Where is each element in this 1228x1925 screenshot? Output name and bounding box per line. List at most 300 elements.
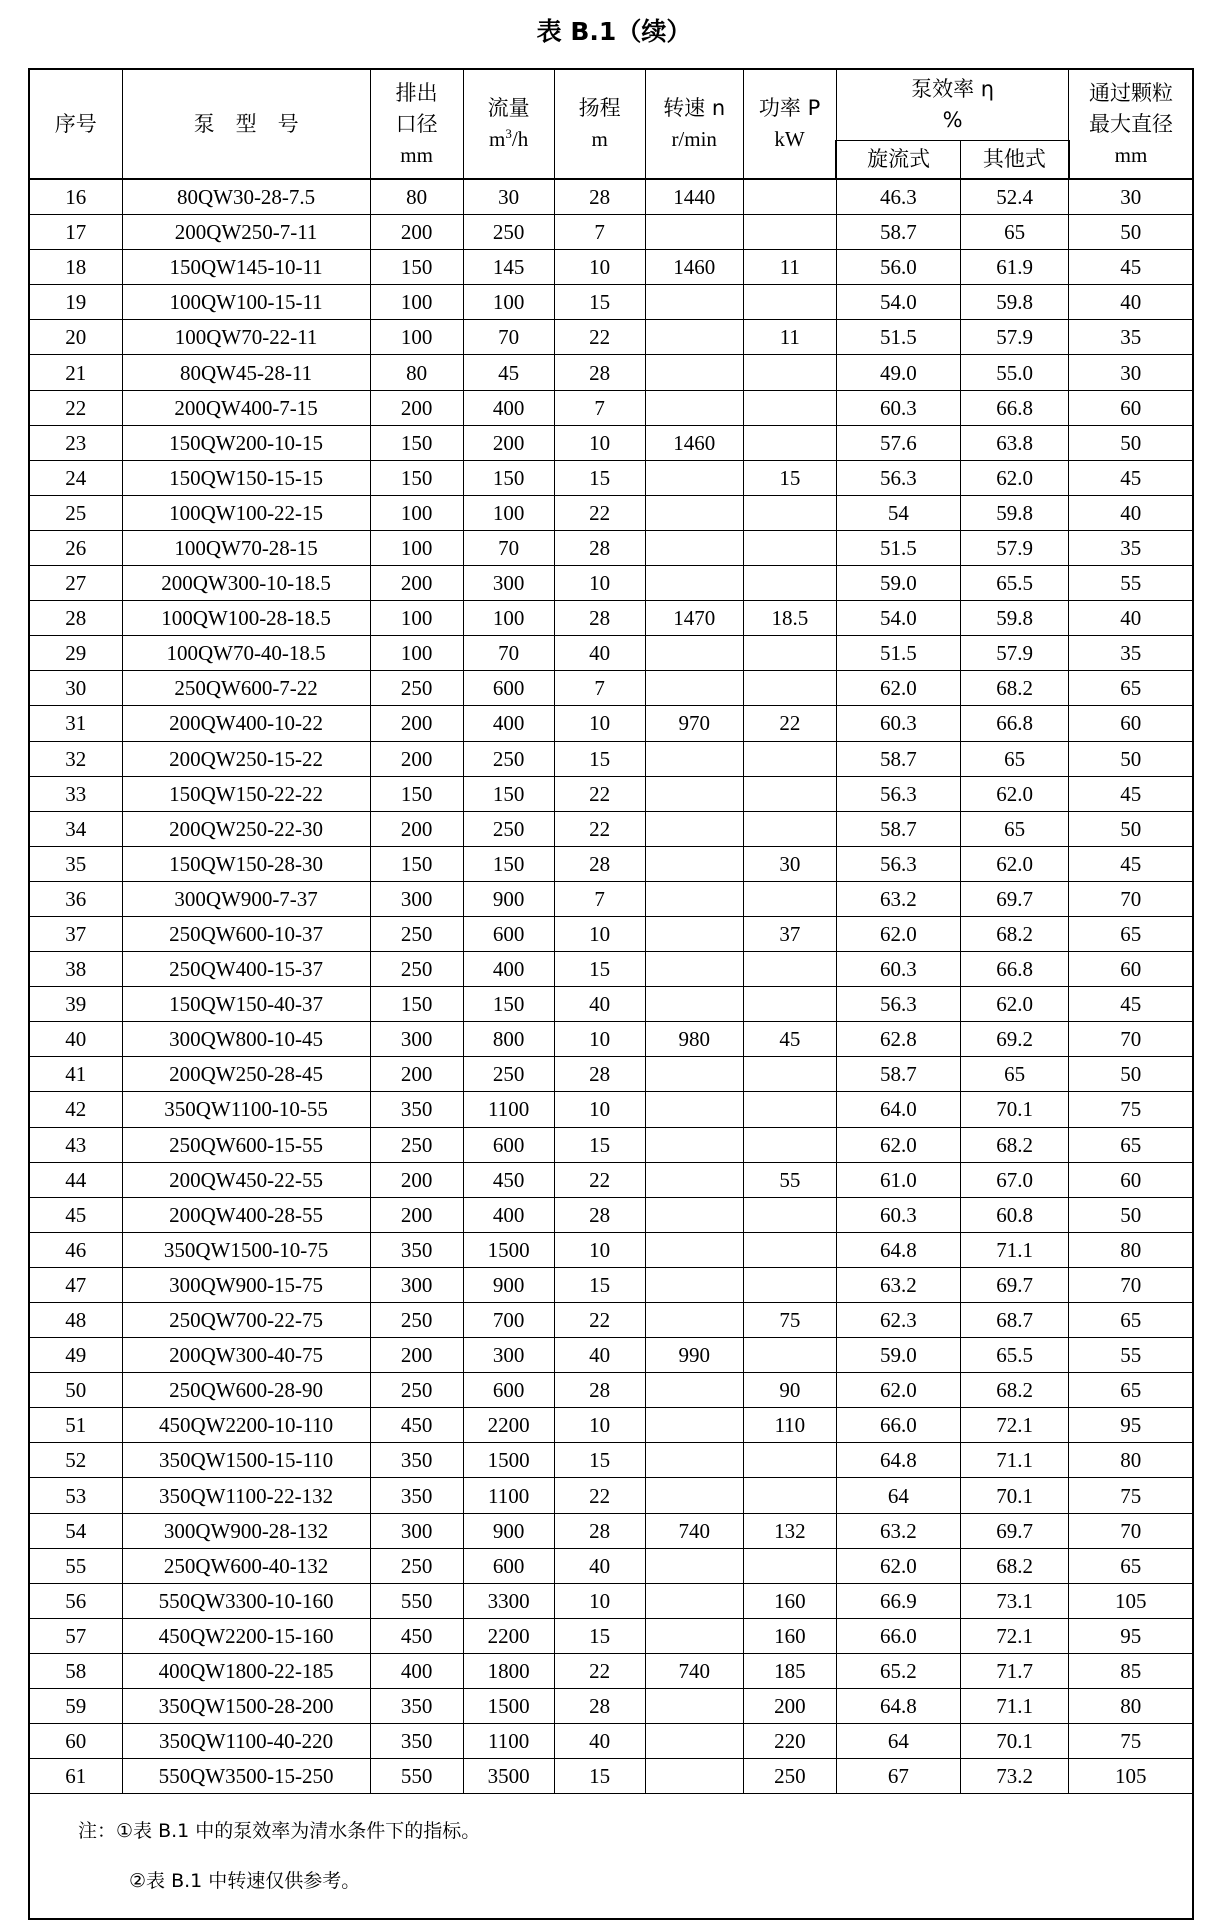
- cell-particle: 65: [1069, 916, 1193, 951]
- cell-model: 300QW800-10-45: [122, 1022, 370, 1057]
- cell-outlet: 250: [370, 1303, 463, 1338]
- cell-flow: 70: [463, 320, 554, 355]
- cell-eff-vortex: 66.0: [836, 1408, 960, 1443]
- notes-cell: [29, 1794, 1193, 1920]
- cell-power: 160: [743, 1583, 836, 1618]
- cell-head: 22: [554, 1653, 645, 1688]
- cell-eff-other: 65: [960, 1057, 1069, 1092]
- cell-seq: 35: [29, 846, 122, 881]
- table-row: [29, 530, 1193, 565]
- cell-flow: 150: [463, 460, 554, 495]
- cell-eff-vortex: 63.2: [836, 1267, 960, 1302]
- cell-seq: 37: [29, 916, 122, 951]
- cell-seq: 24: [29, 460, 122, 495]
- cell-seq: 33: [29, 776, 122, 811]
- table-row: [29, 1232, 1193, 1267]
- table-row: [29, 1759, 1193, 1794]
- cell-eff-other: 70.1: [960, 1724, 1069, 1759]
- cell-seq: 60: [29, 1724, 122, 1759]
- cell-particle: 70: [1069, 1022, 1193, 1057]
- cell-speed: [645, 1689, 743, 1724]
- cell-head: 15: [554, 1759, 645, 1794]
- cell-power: 110: [743, 1408, 836, 1443]
- cell-flow: 700: [463, 1303, 554, 1338]
- cell-head: 10: [554, 1022, 645, 1057]
- cell-outlet: 200: [370, 706, 463, 741]
- cell-seq: 18: [29, 250, 122, 285]
- cell-power: [743, 1338, 836, 1373]
- cell-eff-other: 69.7: [960, 881, 1069, 916]
- cell-eff-other: 72.1: [960, 1408, 1069, 1443]
- cell-particle: 60: [1069, 952, 1193, 987]
- header-model: 泵 型 号: [122, 69, 370, 179]
- cell-model: 200QW250-28-45: [122, 1057, 370, 1092]
- table-row: [29, 1478, 1193, 1513]
- table-row: [29, 1689, 1193, 1724]
- cell-seq: 57: [29, 1618, 122, 1653]
- cell-model: 550QW3300-10-160: [122, 1583, 370, 1618]
- cell-power: [743, 987, 836, 1022]
- cell-model: 200QW400-7-15: [122, 390, 370, 425]
- cell-power: 37: [743, 916, 836, 951]
- cell-power: 45: [743, 1022, 836, 1057]
- cell-model: 250QW600-15-55: [122, 1127, 370, 1162]
- cell-outlet: 200: [370, 741, 463, 776]
- cell-power: [743, 1478, 836, 1513]
- cell-flow: 250: [463, 1057, 554, 1092]
- cell-seq: 48: [29, 1303, 122, 1338]
- cell-outlet: 150: [370, 776, 463, 811]
- cell-power: [743, 425, 836, 460]
- cell-flow: 600: [463, 671, 554, 706]
- cell-outlet: 150: [370, 987, 463, 1022]
- cell-power: 11: [743, 250, 836, 285]
- cell-eff-vortex: 51.5: [836, 636, 960, 671]
- cell-eff-other: 69.2: [960, 1022, 1069, 1057]
- cell-eff-other: 60.8: [960, 1197, 1069, 1232]
- cell-flow: 600: [463, 1127, 554, 1162]
- cell-seq: 44: [29, 1162, 122, 1197]
- cell-head: 10: [554, 916, 645, 951]
- cell-flow: 100: [463, 601, 554, 636]
- cell-power: [743, 1443, 836, 1478]
- cell-model: 250QW700-22-75: [122, 1303, 370, 1338]
- cell-eff-vortex: 67: [836, 1759, 960, 1794]
- table-row: [29, 1162, 1193, 1197]
- note-line-1: 注：①表 B.1 中的泵效率为清水条件下的指标。: [78, 1820, 481, 1843]
- cell-head: 40: [554, 1724, 645, 1759]
- cell-head: 28: [554, 1197, 645, 1232]
- cell-head: 15: [554, 1267, 645, 1302]
- cell-eff-vortex: 46.3: [836, 179, 960, 215]
- cell-head: 15: [554, 741, 645, 776]
- cell-flow: 200: [463, 425, 554, 460]
- cell-seq: 55: [29, 1548, 122, 1583]
- cell-outlet: 100: [370, 636, 463, 671]
- cell-head: 10: [554, 566, 645, 601]
- table-row: [29, 285, 1193, 320]
- cell-speed: [645, 636, 743, 671]
- cell-model: 200QW250-22-30: [122, 811, 370, 846]
- cell-power: 200: [743, 1689, 836, 1724]
- cell-particle: 70: [1069, 1267, 1193, 1302]
- cell-eff-vortex: 58.7: [836, 1057, 960, 1092]
- table-row: [29, 601, 1193, 636]
- cell-model: 100QW100-28-18.5: [122, 601, 370, 636]
- cell-outlet: 80: [370, 355, 463, 390]
- cell-eff-vortex: 64.8: [836, 1689, 960, 1724]
- cell-power: 220: [743, 1724, 836, 1759]
- cell-particle: 75: [1069, 1478, 1193, 1513]
- cell-model: 100QW70-22-11: [122, 320, 370, 355]
- cell-eff-vortex: 56.3: [836, 776, 960, 811]
- cell-speed: [645, 671, 743, 706]
- cell-speed: [645, 741, 743, 776]
- table-row: [29, 1057, 1193, 1092]
- cell-eff-other: 62.0: [960, 846, 1069, 881]
- cell-head: 28: [554, 355, 645, 390]
- cell-power: [743, 671, 836, 706]
- cell-eff-vortex: 64: [836, 1478, 960, 1513]
- cell-outlet: 100: [370, 601, 463, 636]
- cell-eff-other: 63.8: [960, 425, 1069, 460]
- cell-flow: 900: [463, 881, 554, 916]
- cell-model: 300QW900-15-75: [122, 1267, 370, 1302]
- cell-power: [743, 1232, 836, 1267]
- table-row: [29, 987, 1193, 1022]
- cell-particle: 55: [1069, 1338, 1193, 1373]
- cell-seq: 17: [29, 215, 122, 250]
- cell-speed: [645, 285, 743, 320]
- cell-seq: 41: [29, 1057, 122, 1092]
- cell-flow: 45: [463, 355, 554, 390]
- cell-particle: 60: [1069, 390, 1193, 425]
- table-row: [29, 636, 1193, 671]
- cell-power: 250: [743, 1759, 836, 1794]
- cell-power: [743, 1267, 836, 1302]
- cell-seq: 45: [29, 1197, 122, 1232]
- cell-power: 132: [743, 1513, 836, 1548]
- cell-seq: 19: [29, 285, 122, 320]
- cell-model: 450QW2200-15-160: [122, 1618, 370, 1653]
- cell-seq: 52: [29, 1443, 122, 1478]
- cell-eff-other: 70.1: [960, 1478, 1069, 1513]
- cell-eff-vortex: 60.3: [836, 390, 960, 425]
- cell-eff-other: 68.2: [960, 916, 1069, 951]
- cell-power: [743, 566, 836, 601]
- cell-flow: 30: [463, 179, 554, 215]
- cell-outlet: 250: [370, 1373, 463, 1408]
- cell-speed: [645, 1443, 743, 1478]
- cell-outlet: 350: [370, 1689, 463, 1724]
- cell-speed: 1470: [645, 601, 743, 636]
- cell-seq: 59: [29, 1689, 122, 1724]
- cell-outlet: 250: [370, 671, 463, 706]
- cell-head: 10: [554, 1583, 645, 1618]
- cell-power: 160: [743, 1618, 836, 1653]
- cell-flow: 150: [463, 776, 554, 811]
- cell-model: 250QW600-28-90: [122, 1373, 370, 1408]
- cell-model: 550QW3500-15-250: [122, 1759, 370, 1794]
- cell-flow: 1800: [463, 1653, 554, 1688]
- cell-outlet: 350: [370, 1443, 463, 1478]
- table-row: [29, 671, 1193, 706]
- cell-flow: 1500: [463, 1443, 554, 1478]
- cell-flow: 1100: [463, 1724, 554, 1759]
- cell-flow: 250: [463, 215, 554, 250]
- table-row: [29, 1548, 1193, 1583]
- cell-model: 200QW400-10-22: [122, 706, 370, 741]
- cell-power: 15: [743, 460, 836, 495]
- cell-eff-other: 59.8: [960, 495, 1069, 530]
- cell-head: 28: [554, 1373, 645, 1408]
- cell-model: 80QW45-28-11: [122, 355, 370, 390]
- cell-eff-other: 67.0: [960, 1162, 1069, 1197]
- cell-outlet: 150: [370, 460, 463, 495]
- cell-seq: 43: [29, 1127, 122, 1162]
- cell-seq: 38: [29, 952, 122, 987]
- cell-eff-other: 61.9: [960, 250, 1069, 285]
- table-row: [29, 776, 1193, 811]
- cell-particle: 95: [1069, 1618, 1193, 1653]
- table-body: [29, 179, 1193, 1919]
- cell-outlet: 450: [370, 1618, 463, 1653]
- cell-power: [743, 1092, 836, 1127]
- cell-flow: 100: [463, 285, 554, 320]
- table-row: [29, 460, 1193, 495]
- cell-power: [743, 355, 836, 390]
- cell-speed: 740: [645, 1653, 743, 1688]
- cell-outlet: 200: [370, 1338, 463, 1373]
- cell-power: [743, 1548, 836, 1583]
- table-row: [29, 1583, 1193, 1618]
- cell-head: 28: [554, 530, 645, 565]
- cell-particle: 50: [1069, 1197, 1193, 1232]
- table-row: [29, 1022, 1193, 1057]
- cell-outlet: 200: [370, 1197, 463, 1232]
- cell-eff-other: 66.8: [960, 390, 1069, 425]
- cell-head: 7: [554, 671, 645, 706]
- cell-power: [743, 741, 836, 776]
- cell-power: [743, 1057, 836, 1092]
- cell-power: [743, 285, 836, 320]
- cell-model: 400QW1800-22-185: [122, 1653, 370, 1688]
- cell-particle: 35: [1069, 636, 1193, 671]
- cell-head: 15: [554, 952, 645, 987]
- cell-model: 350QW1100-10-55: [122, 1092, 370, 1127]
- cell-head: 10: [554, 250, 645, 285]
- cell-eff-other: 52.4: [960, 179, 1069, 215]
- cell-outlet: 300: [370, 1513, 463, 1548]
- cell-model: 200QW250-15-22: [122, 741, 370, 776]
- table-row: [29, 1443, 1193, 1478]
- cell-outlet: 300: [370, 1022, 463, 1057]
- cell-model: 350QW1500-10-75: [122, 1232, 370, 1267]
- cell-eff-other: 73.1: [960, 1583, 1069, 1618]
- table-row: [29, 250, 1193, 285]
- cell-speed: [645, 1408, 743, 1443]
- cell-head: 40: [554, 636, 645, 671]
- cell-seq: 16: [29, 179, 122, 215]
- cell-flow: 1100: [463, 1478, 554, 1513]
- cell-eff-other: 59.8: [960, 285, 1069, 320]
- header-flow: 流量 $m^3/h$: [463, 69, 554, 179]
- table-row: [29, 1653, 1193, 1688]
- cell-speed: [645, 1127, 743, 1162]
- cell-eff-other: 68.2: [960, 1127, 1069, 1162]
- cell-outlet: 200: [370, 390, 463, 425]
- cell-particle: 50: [1069, 811, 1193, 846]
- cell-outlet: 150: [370, 425, 463, 460]
- cell-seq: 51: [29, 1408, 122, 1443]
- cell-power: [743, 811, 836, 846]
- header-power: 功率 P kW: [743, 69, 836, 179]
- cell-head: 22: [554, 1303, 645, 1338]
- cell-power: [743, 530, 836, 565]
- cell-flow: 1100: [463, 1092, 554, 1127]
- cell-model: 200QW300-40-75: [122, 1338, 370, 1373]
- cell-speed: [645, 1618, 743, 1653]
- cell-speed: 970: [645, 706, 743, 741]
- cell-particle: 105: [1069, 1583, 1193, 1618]
- cell-flow: 70: [463, 636, 554, 671]
- cell-speed: [645, 1478, 743, 1513]
- cell-seq: 42: [29, 1092, 122, 1127]
- cell-eff-vortex: 62.8: [836, 1022, 960, 1057]
- cell-head: 15: [554, 1443, 645, 1478]
- table-row: [29, 1373, 1193, 1408]
- cell-power: [743, 776, 836, 811]
- cell-power: 75: [743, 1303, 836, 1338]
- cell-eff-other: 59.8: [960, 601, 1069, 636]
- cell-flow: 600: [463, 1548, 554, 1583]
- table-row: [29, 846, 1193, 881]
- cell-power: [743, 881, 836, 916]
- cell-eff-other: 62.0: [960, 460, 1069, 495]
- cell-outlet: 250: [370, 916, 463, 951]
- cell-speed: [645, 1267, 743, 1302]
- cell-model: 150QW150-22-22: [122, 776, 370, 811]
- cell-seq: 58: [29, 1653, 122, 1688]
- cell-head: 22: [554, 1162, 645, 1197]
- cell-outlet: 450: [370, 1408, 463, 1443]
- cell-particle: 50: [1069, 215, 1193, 250]
- cell-power: [743, 179, 836, 215]
- cell-particle: 85: [1069, 1653, 1193, 1688]
- table-row: [29, 741, 1193, 776]
- cell-outlet: 550: [370, 1759, 463, 1794]
- cell-seq: 23: [29, 425, 122, 460]
- cell-outlet: 350: [370, 1092, 463, 1127]
- cell-head: 28: [554, 846, 645, 881]
- cell-particle: 50: [1069, 425, 1193, 460]
- table-row: [29, 1338, 1193, 1373]
- cell-speed: [645, 1759, 743, 1794]
- cell-speed: 1460: [645, 425, 743, 460]
- cell-outlet: 100: [370, 495, 463, 530]
- cell-particle: 60: [1069, 1162, 1193, 1197]
- cell-eff-vortex: 64: [836, 1724, 960, 1759]
- cell-power: 90: [743, 1373, 836, 1408]
- cell-flow: 250: [463, 811, 554, 846]
- pump-spec-table: [28, 68, 1194, 1920]
- cell-flow: 100: [463, 495, 554, 530]
- cell-eff-vortex: 56.3: [836, 987, 960, 1022]
- cell-model: 100QW70-28-15: [122, 530, 370, 565]
- cell-head: 7: [554, 390, 645, 425]
- cell-eff-vortex: 62.0: [836, 916, 960, 951]
- cell-outlet: 350: [370, 1478, 463, 1513]
- cell-flow: 1500: [463, 1689, 554, 1724]
- cell-particle: 65: [1069, 1127, 1193, 1162]
- table-row: [29, 1197, 1193, 1232]
- table-row: [29, 566, 1193, 601]
- cell-model: 300QW900-7-37: [122, 881, 370, 916]
- cell-particle: 70: [1069, 1513, 1193, 1548]
- cell-seq: 32: [29, 741, 122, 776]
- cell-eff-vortex: 62.3: [836, 1303, 960, 1338]
- cell-particle: 65: [1069, 671, 1193, 706]
- table-row: [29, 179, 1193, 215]
- cell-particle: 35: [1069, 530, 1193, 565]
- cell-eff-vortex: 58.7: [836, 215, 960, 250]
- cell-seq: 21: [29, 355, 122, 390]
- cell-eff-vortex: 54.0: [836, 601, 960, 636]
- table-title: 表 B.1（续）: [536, 17, 692, 46]
- cell-particle: 50: [1069, 741, 1193, 776]
- cell-seq: 27: [29, 566, 122, 601]
- cell-head: 28: [554, 1057, 645, 1092]
- cell-particle: 30: [1069, 355, 1193, 390]
- table-row: [29, 390, 1193, 425]
- cell-eff-other: 68.7: [960, 1303, 1069, 1338]
- cell-eff-vortex: 51.5: [836, 530, 960, 565]
- cell-speed: [645, 460, 743, 495]
- cell-eff-vortex: 60.3: [836, 952, 960, 987]
- cell-seq: 54: [29, 1513, 122, 1548]
- cell-speed: 740: [645, 1513, 743, 1548]
- cell-flow: 400: [463, 1197, 554, 1232]
- cell-particle: 60: [1069, 706, 1193, 741]
- cell-speed: [645, 530, 743, 565]
- cell-seq: 26: [29, 530, 122, 565]
- cell-particle: 45: [1069, 460, 1193, 495]
- cell-particle: 80: [1069, 1689, 1193, 1724]
- cell-outlet: 350: [370, 1232, 463, 1267]
- cell-eff-other: 66.8: [960, 706, 1069, 741]
- cell-eff-other: 65.5: [960, 1338, 1069, 1373]
- cell-flow: 3300: [463, 1583, 554, 1618]
- cell-model: 250QW600-40-132: [122, 1548, 370, 1583]
- cell-head: 10: [554, 1232, 645, 1267]
- cell-flow: 70: [463, 530, 554, 565]
- cell-outlet: 200: [370, 566, 463, 601]
- cell-outlet: 100: [370, 530, 463, 565]
- cell-flow: 400: [463, 706, 554, 741]
- cell-speed: 990: [645, 1338, 743, 1373]
- cell-power: 30: [743, 846, 836, 881]
- cell-power: [743, 1127, 836, 1162]
- cell-head: 40: [554, 1338, 645, 1373]
- cell-outlet: 80: [370, 179, 463, 215]
- cell-eff-vortex: 64.8: [836, 1232, 960, 1267]
- cell-speed: [645, 1373, 743, 1408]
- cell-seq: 20: [29, 320, 122, 355]
- cell-eff-vortex: 62.0: [836, 1127, 960, 1162]
- cell-head: 28: [554, 1689, 645, 1724]
- table-row: [29, 320, 1193, 355]
- cell-eff-other: 57.9: [960, 320, 1069, 355]
